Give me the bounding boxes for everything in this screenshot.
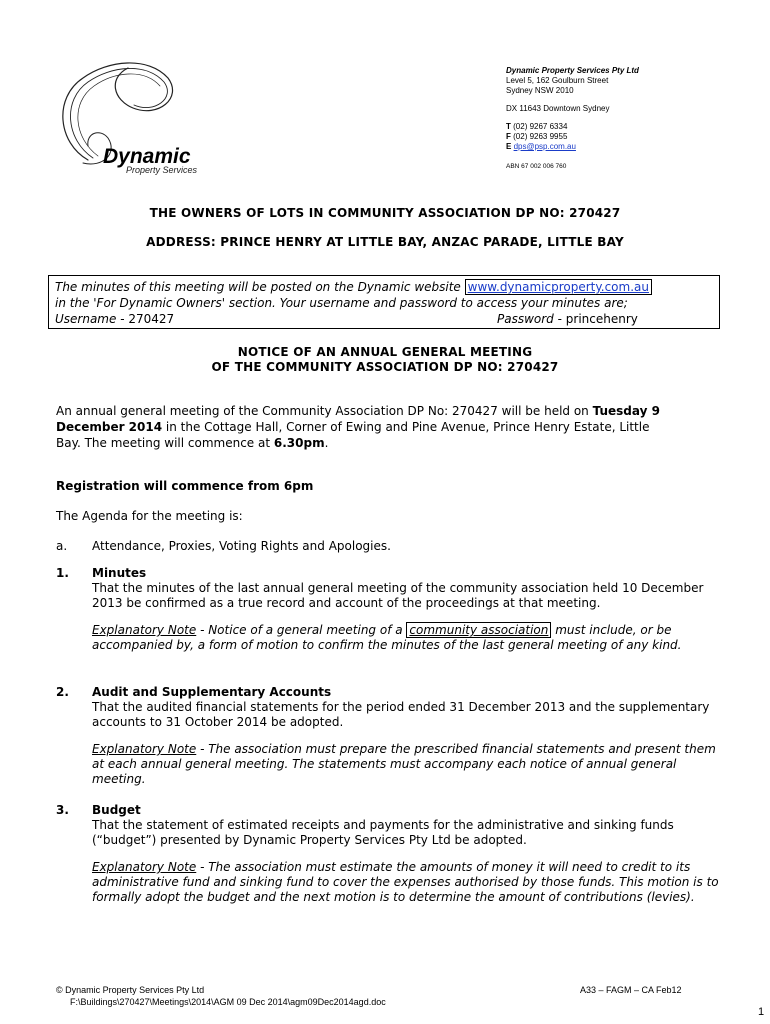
company-address-2: Sydney NSW 2010 [506, 86, 574, 95]
logo-wordmark: Dynamic [103, 145, 191, 168]
item-title: Audit and Supplementary Accounts [92, 685, 332, 699]
company-email: E dps@psp.com.au [506, 142, 576, 151]
item-body: That the statement of estimated receipts and payments for the administrative and sinking funds (“budget”) presented by Dynamic Property Services Pty Ltd be adopted. [92, 818, 674, 847]
agenda-item-budget [92, 803, 720, 905]
explanatory-note: Explanatory Note - The association must prepare the prescribed financial statements and present them at each annual general meeting. The statements must accompany each notice of annual general meeting. [92, 742, 716, 786]
agenda-item-audit [92, 685, 720, 787]
username-value: - 270427 [120, 312, 175, 326]
item-title: Minutes [92, 566, 147, 580]
item-body: That the audited financial statements for the period ended 31 December 2013 and the supplementary accounts to 31 October 2014 be adopted. [92, 700, 710, 729]
password-value: - princehenry [557, 312, 638, 326]
footer-copyright: © Dynamic Property Services Pty Ltd [56, 985, 205, 995]
minutes-line-2: in the 'For Dynamic Owners' section. Your username and password to access your minutes are; [55, 296, 628, 310]
company-address-1: Level 5, 162 Goulburn Street [506, 76, 609, 85]
notice-title-line-1: NOTICE OF AN ANNUAL GENERAL MEETING [237, 345, 533, 359]
registration-note: Registration will commence from 6pm [56, 479, 314, 493]
company-abn: ABN 67 002 006 760 [506, 163, 567, 170]
email-link[interactable]: dps@psp.com.au [513, 142, 576, 151]
owners-heading: THE OWNERS OF LOTS IN COMMUNITY ASSOCIATION DP NO: 270427 [149, 206, 621, 220]
meeting-intro: An annual general meeting of the Community Association DP No: 270427 will be held on Tuesday 9 December 2014 in the Cottage Hall, Corner of Ewing and Pine Avenue, Prince Henry Estate, Little Bay. The meeting will commence at 6.30pm. [56, 404, 660, 450]
password-label: Password [497, 312, 554, 326]
explanatory-note: Explanatory Note - The association must estimate the amounts of money it will need to credit to its administrative fund and sinking fund to cover the expenses authorised by those funds. This motion is to formally adopt the budget and the next motion is to determine the amount of contributions (levies). [92, 860, 719, 904]
item-title: Budget [92, 803, 141, 817]
company-details [506, 66, 639, 172]
footer-file-path: F:\Buildings\270427\Meetings\2014\AGM 09 Dec 2014\agm09Dec2014agd.doc [70, 997, 386, 1007]
item-body: That the minutes of the last annual general meeting of the community association held 10 December 2013 be confirmed as a true record and account of the proceedings at that meeting. [92, 581, 704, 610]
explanatory-note: Explanatory Note - Notice of a general meeting of a community association must include, or be accompanied by, a form of motion to confirm the minutes of the last general meeting of any kind. [92, 623, 682, 652]
username-label: Username [55, 312, 117, 326]
agenda-a-text: Attendance, Proxies, Voting Rights and Apologies. [92, 539, 391, 553]
notice-title-line-2: OF THE COMMUNITY ASSOCIATION DP NO: 270427 [211, 360, 559, 374]
item-number: 2. [56, 685, 69, 699]
footer-form-code: A33 – FAGM – CA Feb12 [580, 985, 682, 995]
company-name: Dynamic Property Services Pty Ltd [506, 66, 639, 75]
page-number: 1 [758, 1006, 765, 1018]
password-group [497, 311, 638, 327]
item-number: 3. [56, 803, 69, 817]
agenda-item-minutes [92, 566, 720, 653]
agenda-a-num: a. [56, 539, 68, 553]
company-phone: T (02) 9267 6334 [506, 122, 568, 131]
item-number: 1. [56, 566, 69, 580]
company-logo [48, 48, 223, 178]
logo-subtitle: Property Services [126, 165, 198, 175]
credentials-line [55, 311, 713, 327]
address-heading: ADDRESS: PRINCE HENRY AT LITTLE BAY, ANZAC PARADE, LITTLE BAY [146, 235, 624, 249]
community-association-term: community association [406, 622, 551, 638]
website-link[interactable]: www.dynamicproperty.com.au [465, 279, 652, 295]
minutes-line-1: The minutes of this meeting will be posted on the Dynamic website www.dynamicproperty.com.au [55, 279, 713, 295]
company-dx: DX 11643 Downtown Sydney [506, 104, 610, 113]
agenda-intro: The Agenda for the meeting is: [56, 509, 243, 523]
minutes-access-box [48, 275, 720, 329]
company-fax: F (02) 9263 9955 [506, 132, 568, 141]
